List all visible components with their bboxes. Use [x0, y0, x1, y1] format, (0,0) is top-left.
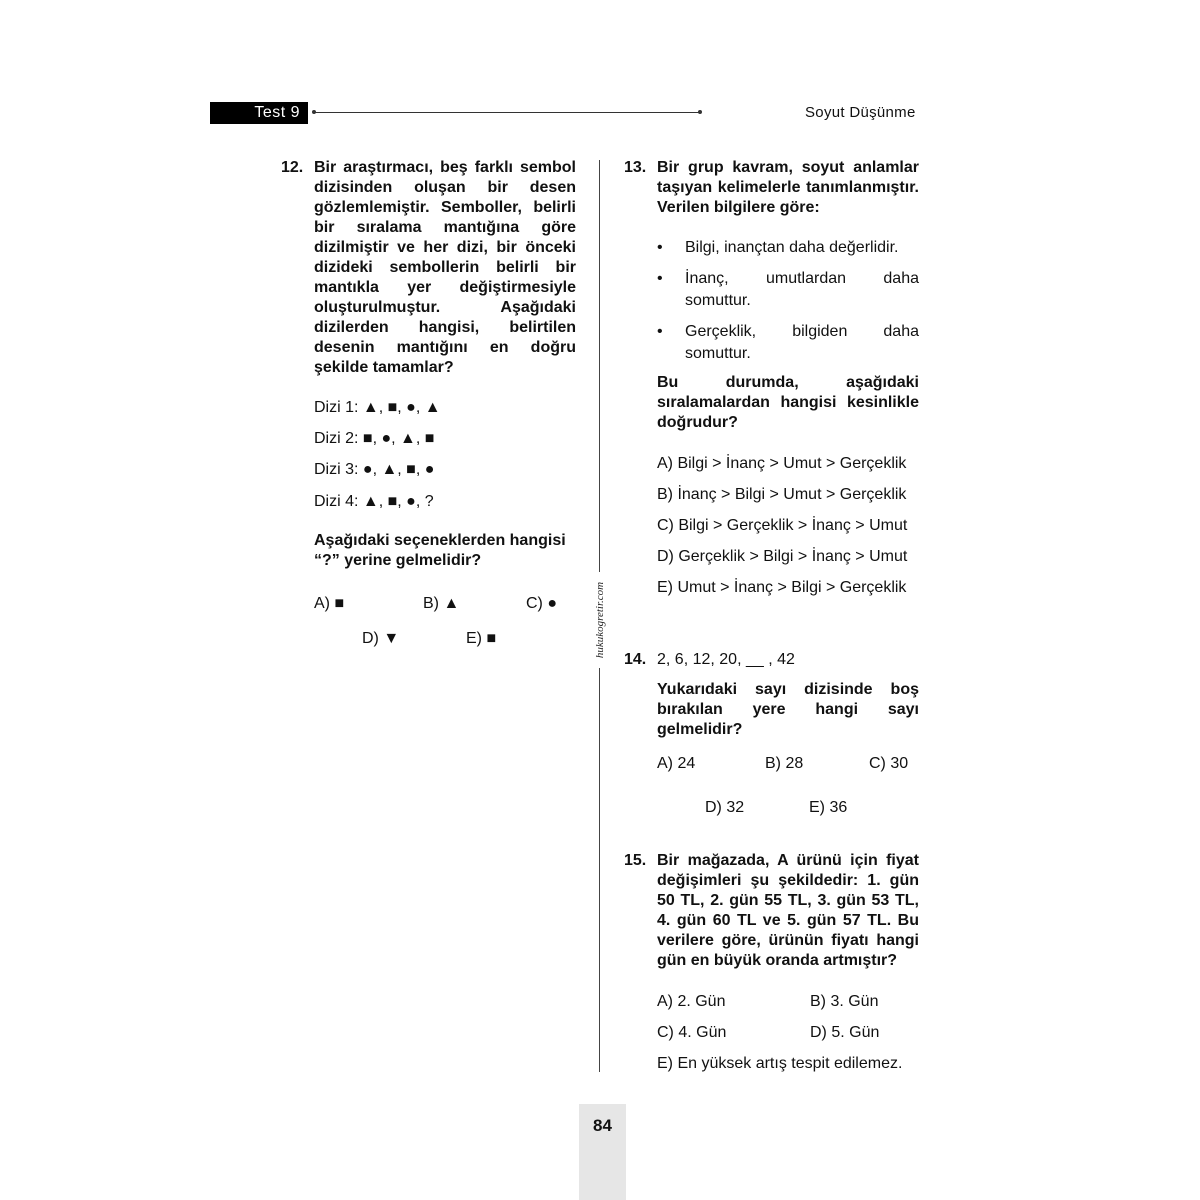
q13-bullet-2: İnanç, umutlardan daha somuttur. [685, 270, 919, 309]
q12-option-c[interactable]: C) ● [526, 595, 557, 612]
q13-prompt: Bu durumda, aşağıdaki sıralamalardan hangisi kesinlikle doğrudur? [657, 374, 919, 431]
q13-option-a[interactable]: A) Bilgi > İnanç > Umut > Gerçeklik [657, 455, 907, 472]
header-rule [314, 112, 700, 113]
q13-bullet-3: Gerçeklik, bilgiden daha somuttur. [685, 323, 919, 362]
q13-bullet-marker-3: • [657, 323, 663, 340]
q13-option-e[interactable]: E) Umut > İnanç > Bilgi > Gerçeklik [657, 579, 907, 596]
q13-number: 13. [624, 159, 647, 176]
q14-option-c[interactable]: C) 30 [869, 755, 909, 772]
q12-sequence-3: Dizi 3: ●, ▲, ■, ● [314, 461, 435, 478]
q13-bullet-marker-1: • [657, 239, 663, 256]
q12-sequence-2: Dizi 2: ■, ●, ▲, ■ [314, 430, 435, 447]
q13-bullet-1: Bilgi, inançtan daha değerlidir. [685, 239, 899, 256]
q15-option-a[interactable]: A) 2. Gün [657, 993, 726, 1010]
page-number: 84 [593, 1116, 612, 1135]
q13-text: Bir grup kavram, soyut anlamlar taşıyan kelimelerle tanımlanmıştır. Verilen bilgilere göre: [657, 159, 919, 216]
q12-prompt: Aşağıdaki seçeneklerden hangisi “?” yerine gelmelidir? [314, 532, 566, 569]
q15-number: 15. [624, 852, 647, 869]
q14-option-e[interactable]: E) 36 [809, 799, 848, 816]
section-title: Soyut Düşünme [805, 104, 916, 121]
q12-option-d[interactable]: D) ▼ [362, 630, 400, 647]
q14-series: 2, 6, 12, 20, __ , 42 [657, 651, 795, 668]
q13-option-c[interactable]: C) Bilgi > Gerçeklik > İnanç > Umut [657, 517, 908, 534]
q12-option-a[interactable]: A) ■ [314, 595, 345, 612]
q15-option-e[interactable]: E) En yüksek artış tespit edilemez. [657, 1055, 903, 1072]
q14-option-d[interactable]: D) 32 [705, 799, 745, 816]
q12-option-e[interactable]: E) ■ [466, 630, 497, 647]
q15-option-d[interactable]: D) 5. Gün [810, 1024, 880, 1041]
q12-number: 12. [281, 159, 304, 176]
q12-sequence-1: Dizi 1: ▲, ■, ●, ▲ [314, 399, 441, 416]
q12-option-b[interactable]: B) ▲ [423, 595, 460, 612]
q13-option-b[interactable]: B) İnanç > Bilgi > Umut > Gerçeklik [657, 486, 907, 503]
q14-option-b[interactable]: B) 28 [765, 755, 804, 772]
q12-text: Bir araştırmacı, beş farklı sembol dizisinden oluşan bir desen gözlemlemiştir. Semboller, belirli bir sıralama mantığına göre dizilmiştir ve her dizi, bir önceki dizideki sembollerin belirli bir mantıkla yer değiştirmesiyle oluşturulmuştur. Aşağıdaki dizilerden hangisi, belirtilen desenin mantığını en doğru şekilde tamamlar? [314, 159, 576, 376]
q13-bullet-marker-2: • [657, 270, 663, 287]
q15-option-c[interactable]: C) 4. Gün [657, 1024, 727, 1041]
watermark-text: hukukogretir.com [594, 581, 606, 659]
q12-sequence-4: Dizi 4: ▲, ■, ●, ? [314, 493, 434, 510]
q14-prompt: Yukarıdaki sayı dizisinde boş bırakılan yere hangi sayı gelmelidir? [657, 681, 919, 738]
q14-option-a[interactable]: A) 24 [657, 755, 696, 772]
q13-option-d[interactable]: D) Gerçeklik > Bilgi > İnanç > Umut [657, 548, 908, 565]
q15-option-b[interactable]: B) 3. Gün [810, 993, 879, 1010]
header-line-end-dot [698, 110, 702, 114]
q14-number: 14. [624, 651, 647, 668]
q15-text: Bir mağazada, A ürünü için fiyat değişimleri şu şekildedir: 1. gün 50 TL, 2. gün 55 TL, 3. gün 53 TL, 4. gün 60 TL ve 5. gün 57 TL. Bu verilere göre, ürünün fiyatı hangi gün en büyük oranda artmıştır? [657, 852, 919, 969]
test-label: Test 9 [210, 102, 308, 124]
